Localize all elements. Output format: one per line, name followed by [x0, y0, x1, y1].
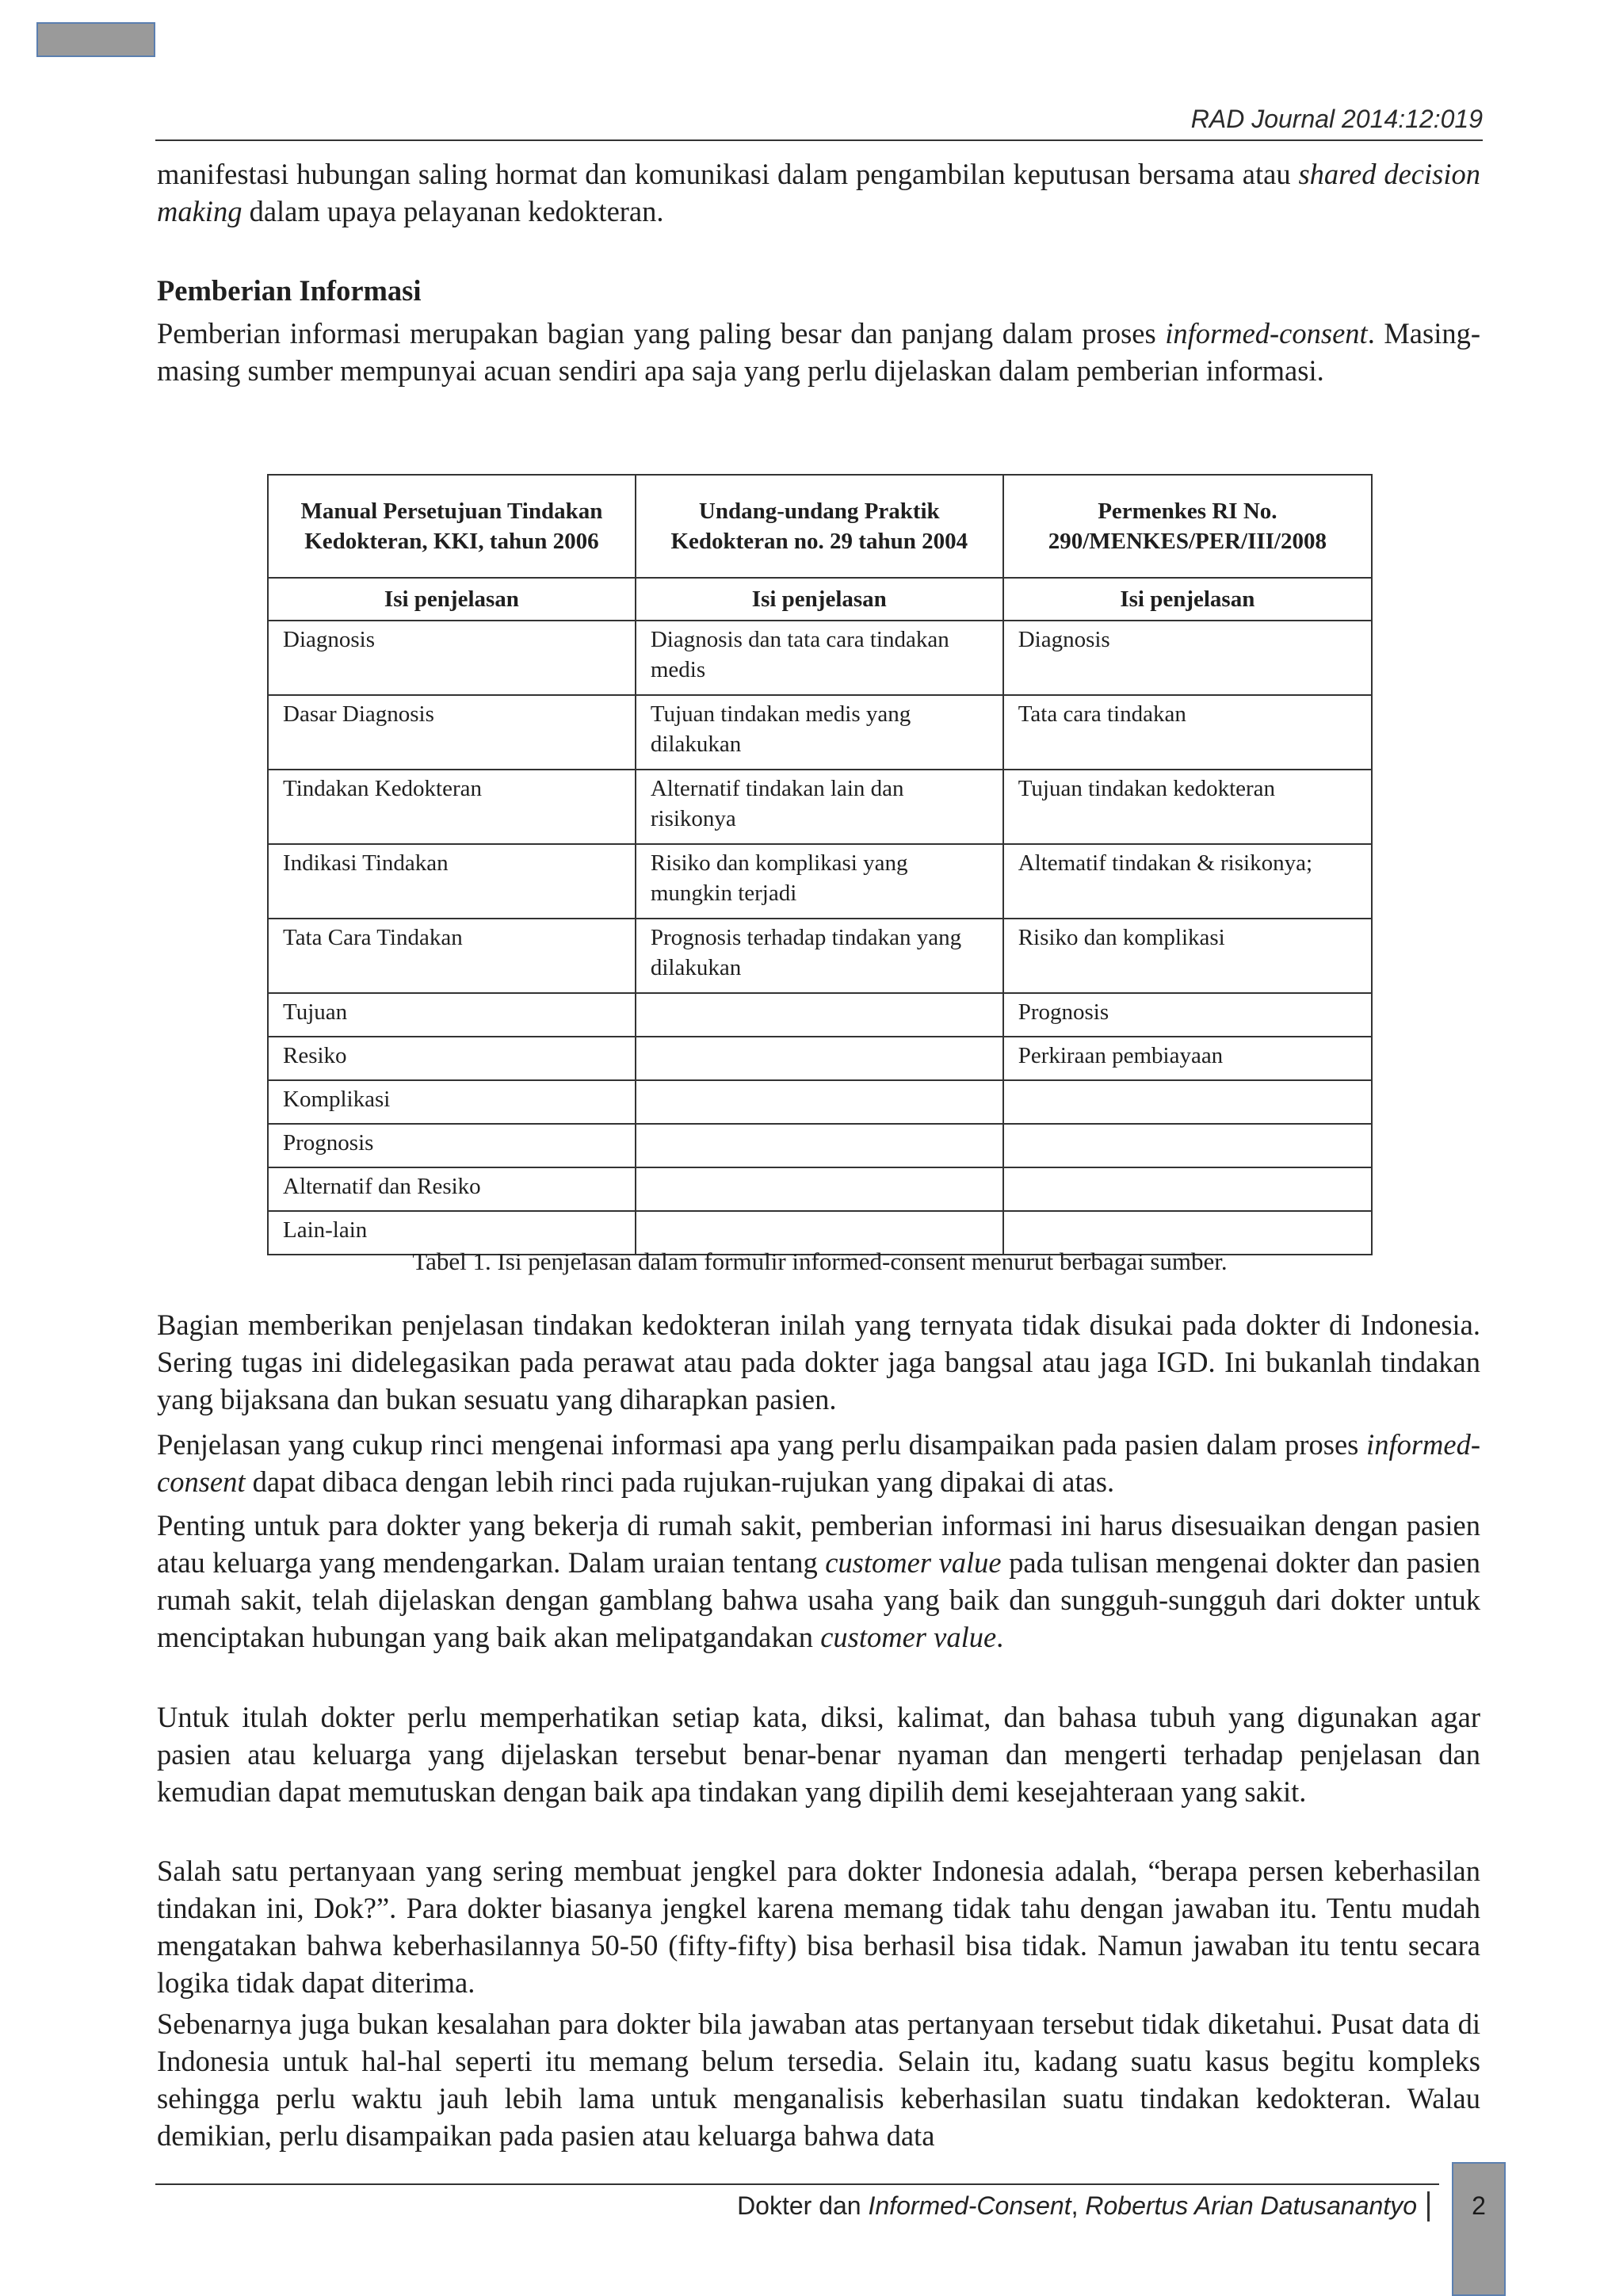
- table-row: [268, 844, 1372, 919]
- body-text-3a: Penting untuk para dokter yang bekerja di rumah sakit, pemberian informasi ini harus disesuaikan dengan pasien atau keluarga yang mendengarkan. Dalam uraian tentang: [157, 1509, 1480, 1579]
- intro-italic: shared decision making: [157, 158, 1480, 227]
- table-cell: Tindakan Kedokteran: [268, 770, 636, 844]
- body-text-3b: pada tulisan mengenai dokter dan pasien rumah sakit, telah dijelaskan dengan gamblang bahwa usaha yang baik dan sungguh-sungguh dari dokter untuk menciptakan hubungan yang baik akan melipatgandakan: [157, 1546, 1481, 1653]
- table-header-permenkes: Permenkes RI No. 290/MENKES/PER/III/2008: [1003, 475, 1372, 578]
- table-cell: [636, 1124, 1003, 1167]
- table-row: [268, 770, 1372, 844]
- section-heading-text: Pemberian Informasi: [157, 274, 422, 307]
- table-cell: Risiko dan komplikasi yang mungkin terjadi: [636, 844, 1003, 919]
- table-cell: Tujuan: [268, 993, 636, 1037]
- header-rule: [155, 139, 1483, 141]
- body-paragraph-2: [157, 1426, 1480, 1500]
- footer-title-italic: Informed-Consent: [868, 2191, 1071, 2220]
- table-cell: Komplikasi: [268, 1080, 636, 1124]
- table-cell: Tujuan tindakan kedokteran: [1003, 770, 1372, 844]
- table-cell: Risiko dan komplikasi: [1003, 919, 1372, 993]
- section-heading: [157, 272, 1480, 309]
- table-cell: Lain-lain: [268, 1211, 636, 1255]
- journal-header: RAD Journal 2014:12:019: [1190, 105, 1483, 133]
- table-row: [268, 1124, 1372, 1167]
- table-cell: Prognosis terhadap tindakan yang dilakukan: [636, 919, 1003, 993]
- body-text-2a: Penjelasan yang cukup rinci mengenai informasi apa yang perlu disampaikan pada pasien dalam proses: [157, 1428, 1367, 1461]
- table-cell: Prognosis: [268, 1124, 636, 1167]
- body-paragraph-4: [157, 1698, 1480, 1810]
- intro-paragraph: [157, 155, 1480, 230]
- body-paragraph-1: [157, 1306, 1480, 1418]
- footer-title: [155, 2188, 1417, 2223]
- footer-title-1: Dokter dan: [737, 2191, 869, 2220]
- table-cell: Altematif tindakan & risikonya;: [1003, 844, 1372, 919]
- body-paragraph-3: [157, 1507, 1480, 1656]
- page-number: 2: [1472, 2191, 1486, 2220]
- table-subheader: Isi penjelasan: [636, 578, 1003, 621]
- body-italic-3a: customer value: [825, 1546, 1002, 1579]
- table-cell: [1003, 1080, 1372, 1124]
- table-row: [268, 621, 1372, 695]
- table-cell: [1003, 1124, 1372, 1167]
- table-cell: Prognosis: [1003, 993, 1372, 1037]
- table-cell: Resiko: [268, 1037, 636, 1080]
- comparison-table: [267, 474, 1373, 1255]
- body-italic-3b: customer value: [820, 1621, 997, 1653]
- footer-separator: [1427, 2191, 1430, 2222]
- body-text-3c: .: [996, 1621, 1004, 1653]
- body-italic-2: informed-consent: [157, 1428, 1480, 1498]
- footer-author: Robertus Arian Datusanantyo: [1085, 2191, 1417, 2220]
- informed-consent-table: [267, 474, 1373, 1255]
- table-cell: [636, 1167, 1003, 1211]
- table-cell: Diagnosis dan tata cara tindakan medis: [636, 621, 1003, 695]
- body-text-5: Salah satu pertanyaan yang sering membuat jengkel para dokter Indonesia adalah, “berapa persen keberhasilan tindakan ini, Dok?”. Para dokter biasanya jengkel karena memang tidak tahu dengan jawaban itu. Tentu mudah mengatakan bahwa keberhasilannya 50-50 (fifty-fifty) bisa berhasil bisa tidak. Namun jawaban itu tentu secara logika tidak dapat diterima.: [157, 1855, 1480, 1999]
- intro-text-1: manifestasi hubungan saling hormat dan komunikasi dalam pengambilan keputusan bersama atau: [157, 158, 1299, 190]
- table-cell: Tata Cara Tindakan: [268, 919, 636, 993]
- table-cell: Dasar Diagnosis: [268, 695, 636, 770]
- table-cell: [1003, 1167, 1372, 1211]
- table-row: [268, 1037, 1372, 1080]
- table-cell: Alternatif tindakan lain dan risikonya: [636, 770, 1003, 844]
- page-number-box: [1452, 2162, 1506, 2296]
- table-cell: [636, 1037, 1003, 1080]
- table-row: [268, 993, 1372, 1037]
- section-text-1: Pemberian informasi merupakan bagian yang paling besar dan panjang dalam proses: [157, 317, 1166, 350]
- body-text-2b: dapat dibaca dengan lebih rinci pada rujukan-rujukan yang dipakai di atas.: [245, 1465, 1115, 1498]
- table-cell: Tata cara tindakan: [1003, 695, 1372, 770]
- table-subheader: Isi penjelasan: [1003, 578, 1372, 621]
- table-row: [268, 1080, 1372, 1124]
- intro-text-2: dalam upaya pelayanan kedokteran.: [242, 195, 664, 227]
- footer-rule: [155, 2183, 1439, 2185]
- table-subheader: Isi penjelasan: [268, 578, 636, 621]
- body-text-1: Bagian memberikan penjelasan tindakan kedokteran inilah yang ternyata tidak disukai pada dokter di Indonesia. Sering tugas ini didelegasikan pada perawat atau pada dokter jaga bangsal atau jaga IGD. Ini bukanlah tindakan yang bijaksana dan bukan sesuatu yang diharapkan pasien.: [157, 1308, 1480, 1415]
- table-cell: Tujuan tindakan medis yang dilakukan: [636, 695, 1003, 770]
- table-cell: Perkiraan pembiayaan: [1003, 1037, 1372, 1080]
- table-caption: Tabel 1. Isi penjelasan dalam formulir informed-consent menurut berbagai sumber.: [412, 1247, 1228, 1275]
- body-text-4: Untuk itulah dokter perlu memperhatikan setiap kata, diksi, kalimat, dan bahasa tubuh yang digunakan agar pasien atau keluarga yang dijelaskan tersebut benar-benar nyaman dan mengerti terhadap penjelasan dan kemudian dapat memutuskan dengan baik apa tindakan yang dipilih demi kesejahteraan yang sakit.: [157, 1701, 1480, 1808]
- table-header-kki: Manual Persetujuan Tindakan Kedokteran, KKI, tahun 2006: [268, 475, 636, 578]
- section-italic: informed-consent: [1165, 317, 1368, 350]
- table-cell: Diagnosis: [268, 621, 636, 695]
- section-text-2: . Masing-masing sumber mempunyai acuan sendiri apa saja yang perlu dijelaskan dalam pemberian informasi.: [157, 317, 1481, 387]
- table-cell: Alternatif dan Resiko: [268, 1167, 636, 1211]
- footer-title-sep: ,: [1071, 2191, 1086, 2220]
- table-header-uu: Undang-undang Praktik Kedokteran no. 29 tahun 2004: [636, 475, 1003, 578]
- table-cell: Diagnosis: [1003, 621, 1372, 695]
- body-text-6: Sebenarnya juga bukan kesalahan para dokter bila jawaban atas pertanyaan tersebut tidak diketahui. Pusat data di Indonesia untuk hal-hal seperti itu memang belum tersedia. Selain itu, kadang suatu kasus begitu kompleks sehingga perlu waktu jauh lebih lama untuk menganalisis keberhasilan suatu tindakan kedokteran. Walau demikian, perlu disampaikan pada pasien atau keluarga bahwa data: [157, 2008, 1480, 2152]
- table-row: [268, 919, 1372, 993]
- table-row: [268, 695, 1372, 770]
- table-cell: [636, 993, 1003, 1037]
- table-cell: [636, 1080, 1003, 1124]
- corner-decoration: [36, 22, 155, 57]
- table-row: [268, 1167, 1372, 1211]
- body-paragraph-5: [157, 1852, 1480, 2001]
- table-cell: Indikasi Tindakan: [268, 844, 636, 919]
- body-paragraph-6: [157, 2005, 1480, 2154]
- section-paragraph: [157, 315, 1480, 389]
